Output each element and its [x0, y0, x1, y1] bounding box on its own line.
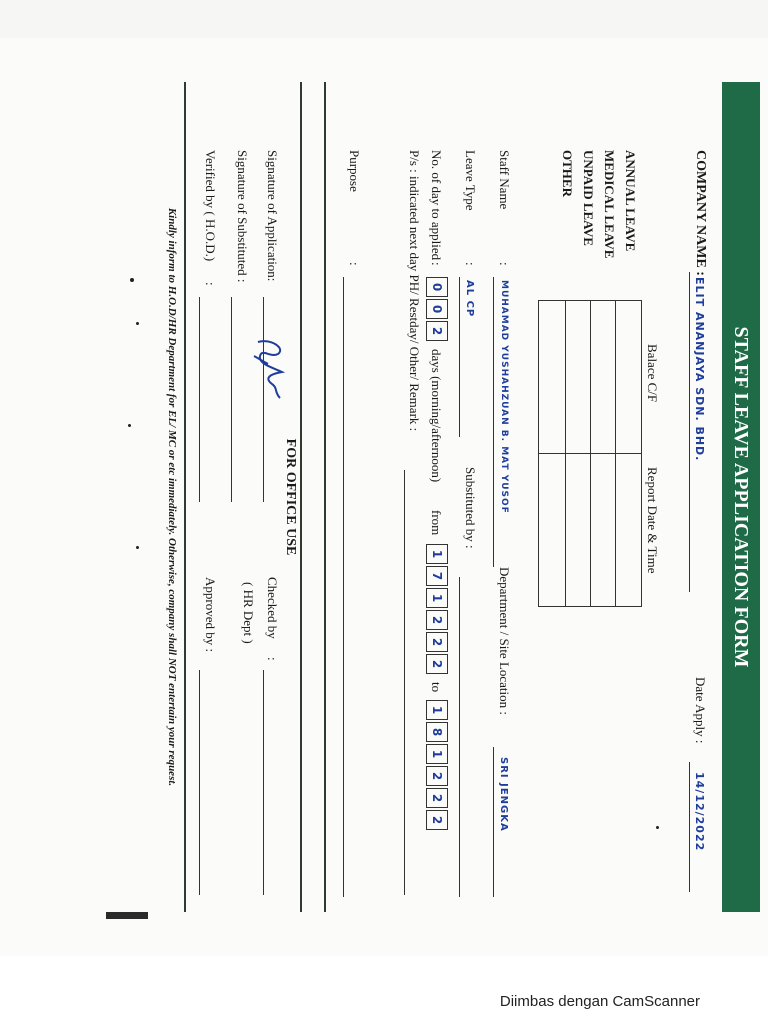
scan-speck [136, 322, 139, 325]
date-apply-line [689, 762, 690, 892]
section-divider [300, 82, 302, 912]
leave-balance-table [538, 300, 642, 607]
from-date-digit: 1 [426, 588, 448, 608]
remark-label: P/s : indicated next day PH/ Restday/ Other/ Remark : [407, 150, 422, 432]
from-label: from [429, 510, 444, 536]
department-value: SRI JENGKA [498, 757, 509, 832]
scan-edge-mark [106, 912, 148, 919]
department-line [493, 747, 494, 897]
days-suffix: days (morning/afternoon) [429, 349, 444, 483]
to-date-digit: 1 [426, 744, 448, 764]
days-digit-box: 0 [426, 299, 448, 319]
date-apply-value: 14/12/2022 [693, 772, 706, 852]
leave-application-form [160, 72, 760, 922]
checked-by-colon: : [265, 657, 280, 661]
remark-line [404, 470, 405, 895]
table-column-divider [539, 453, 641, 454]
scanner-watermark-text: Diimbas dengan CamScanner [499, 993, 700, 1010]
signature-application-label: Signature of Application: [265, 150, 280, 282]
days-digit-box: 2 [426, 321, 448, 341]
from-date-digit: 1 [426, 544, 448, 564]
to-date-digit: 2 [426, 766, 448, 786]
verified-by-colon: : [203, 282, 218, 286]
to-date-digit: 8 [426, 722, 448, 742]
leave-type-label: Leave Type [463, 150, 478, 211]
leave-type-medical: MEDICAL LEAVE [602, 150, 617, 259]
company-name-value: ELIT ANANJAYA SDN. BHD. [693, 277, 706, 462]
checked-by-department: ( HR Dept ) [241, 582, 256, 644]
days-label: No. of day to applied [429, 150, 444, 261]
signature-substituted-line [231, 297, 232, 502]
to-date-digit: 2 [426, 810, 448, 830]
date-apply-label: Date Apply : [693, 677, 708, 744]
verified-by-line [199, 297, 200, 502]
checked-by-line [263, 670, 264, 895]
approved-by-label: Approved by : [203, 577, 218, 653]
report-date-time-header: Report Date & Time [645, 467, 660, 574]
staff-name-colon: : [497, 262, 512, 266]
leave-type-unpaid: UNPAID LEAVE [581, 150, 596, 246]
from-date-digit: 2 [426, 610, 448, 630]
staff-name-label: Staff Name [497, 150, 512, 210]
to-date-digit: 2 [426, 788, 448, 808]
leave-type-line [459, 277, 460, 437]
from-date-digit: 7 [426, 566, 448, 586]
purpose-label: Purpose [347, 150, 362, 192]
form-title: STAFF LEAVE APPLICATION FORM [730, 326, 752, 668]
days-digit-box: 0 [426, 277, 448, 297]
purpose-colon: : [347, 262, 362, 266]
purpose-line [343, 277, 344, 897]
department-label: Department / Site Location : [497, 567, 512, 716]
substituted-by-line [459, 577, 460, 897]
balance-cf-header: Balace C/F [645, 344, 660, 403]
from-date-digit: 2 [426, 654, 448, 674]
section-divider [324, 82, 326, 912]
checked-by-label: Checked by [265, 577, 280, 639]
section-divider [184, 82, 186, 912]
leave-type-value: AL CP [464, 280, 475, 318]
leave-type-annual: ANNUAL LEAVE [623, 150, 638, 252]
scan-speck [136, 546, 139, 549]
company-name-label: COMPANY NAME : [693, 150, 708, 276]
verified-by-label: Verified by ( H.O.D.) [203, 150, 218, 262]
leave-type-other: OTHER [560, 150, 575, 197]
from-date-digit: 2 [426, 632, 448, 652]
office-use-heading: FOR OFFICE USE [283, 438, 298, 556]
signature-substituted-label: Signature of Substituted : [235, 150, 250, 283]
scanner-footer [0, 956, 768, 1024]
to-date-digit: 1 [426, 700, 448, 720]
leave-type-colon: : [463, 262, 478, 266]
substituted-by-label: Substituted by : [463, 467, 478, 549]
notice-text: Kindly inform to H.O.D/HR Department for EL/ MC or etc immediately. Otherwise, company shall NOT entertain your request. [166, 207, 178, 787]
approved-by-line [199, 670, 200, 895]
staff-name-line [493, 277, 494, 567]
scan-speck [656, 826, 659, 829]
handwritten-signature [247, 334, 292, 404]
scan-speck [130, 278, 134, 282]
company-name-line [689, 272, 690, 592]
staff-name-value: MUHAMAD YUSHAHZUAN B. MAT YUSOF [499, 280, 509, 514]
scan-speck [128, 424, 131, 427]
days-colon: : [429, 262, 444, 266]
to-label: to [429, 682, 444, 693]
